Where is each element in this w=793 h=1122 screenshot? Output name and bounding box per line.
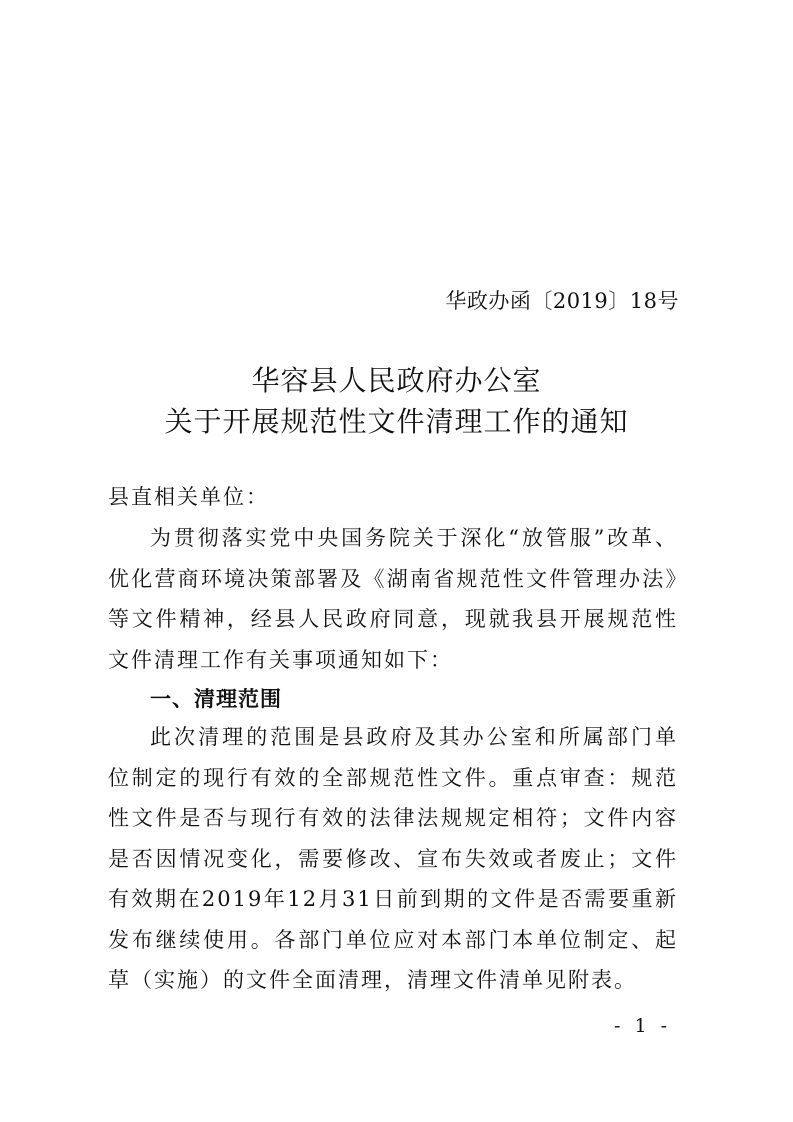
scope-paragraph: 此次清理的范围是县政府及其办公室和所属部门单位制定的现行有效的全部规范性文件。重点审查：规范性文件是否与现行有效的法律法规规定相符；文件内容是否因情况变化，需要修改、宣布失效或者废止；文件有效期在2019年12月31日前到期的文件是否需要重新发布继续使用。各部门单位应对本部门本单位制定、起草（实施）的文件全面清理，清理文件清单见附表。 — [108, 725, 678, 992]
intro-paragraph: 为贯彻落实党中央国务院关于深化“放管服”改革、优化营商环境决策部署及《湖南省规范性文件管理办法》等文件精神，经县人民政府同意，现就我县开展规范性文件清理工作有关事项通知如下： — [108, 526, 678, 672]
document-number: 华政办函〔2019〕18号 — [445, 289, 679, 313]
document-title-line-2: 关于开展规范性文件清理工作的通知 — [164, 405, 629, 438]
salutation: 县直相关单位： — [108, 485, 269, 509]
page-number: - 1 - — [613, 1015, 671, 1037]
section-heading-scope: 一、清理范围 — [150, 687, 282, 711]
document-title-line-1: 华容县人民政府办公室 — [251, 364, 542, 397]
